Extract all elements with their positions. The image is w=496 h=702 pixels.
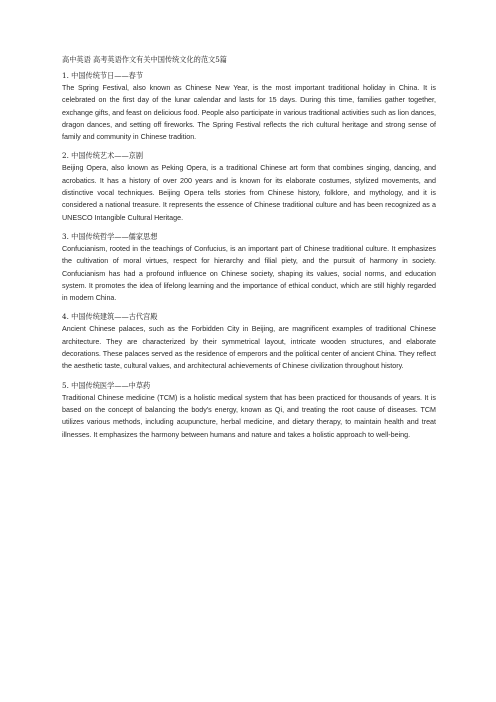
section-heading: 1. 中国传统节日——春节	[62, 71, 144, 80]
document-page	[62, 55, 436, 449]
section-heading: 4. 中国传统建筑——古代宫殿	[62, 312, 158, 322]
section-paragraph: Ancient Chinese palaces, such as the Forbidden City in Beijing, are magnificent examples of traditional Chinese architecture. They are characterized by their symmetrical layout, intricate wooden structures, and elaborate decorations. These palaces served as the residence of emperors and the political center of ancient China. They reflect the aesthetic taste, cultural values, and architectural achievements of Chinese civilization throughout history.	[62, 325, 436, 371]
document-title: 高中英语 高考英语作文有关中国传统文化的范文5篇	[62, 55, 227, 64]
section-paragraph: Confucianism, rooted in the teachings of Confucius, is an important part of Chinese traditional culture. It emphasizes the cultivation of moral virtues, respect for hierarchy and filial piety, and the pursuit of harmony in society. Confucianism has had a profound influence on Chinese society, shaping its values, social norms, and education system. It promotes the idea of lifelong learning and the importance of ethical conduct, which are still highly regarded in modern China.	[62, 244, 436, 303]
section-heading: 2. 中国传统艺术——京剧	[62, 151, 144, 161]
section-paragraph: Beijing Opera, also known as Peking Opera, is a traditional Chinese art form that combines singing, dancing, and acrobatics. It has a history of over 200 years and is known for its elaborate costumes, stylized movements, and distinctive vocal techniques. Beijing Opera tells stories from Chinese history, folklore, and mythology, and it is considered a national treasure. It represents the essence of Chinese traditional culture and has been recognized as a UNESCO Intangible Cultural Heritage.	[62, 164, 436, 222]
section-beijing-opera	[62, 151, 436, 223]
section-paragraph: The Spring Festival, also known as Chinese New Year, is the most important traditional holiday in China. It is celebrated on the first day of the lunar calendar and lasts for 15 days. During this time, families gather together, exchange gifts, and feast on delicious food. People also participate in various traditional activities such as lion dances, dragon dances, and setting off fireworks. The Spring Festival reflects the rich cultural heritage and strong sense of family and community in Chinese tradition.	[62, 84, 436, 142]
section-spring-festival	[62, 71, 436, 143]
section-paragraph: Traditional Chinese medicine (TCM) is a holistic medical system that has been practiced for thousands of years. It is based on the concept of balancing the body's energy, known as Qi, and treating the root cause of diseases. TCM utilizes various methods, including acupuncture, herbal medicine, and dietary therapy, to maintain health and treat illnesses. It emphasizes the harmony between humans and nature and takes a holistic approach to well-being.	[62, 393, 436, 439]
section-confucianism	[62, 232, 436, 304]
section-heading: 3. 中国传统哲学——儒家思想	[62, 231, 158, 241]
section-ancient-palaces	[62, 312, 436, 372]
section-chinese-medicine	[62, 381, 436, 441]
section-heading: 5. 中国传统医学——中草药	[62, 380, 151, 390]
